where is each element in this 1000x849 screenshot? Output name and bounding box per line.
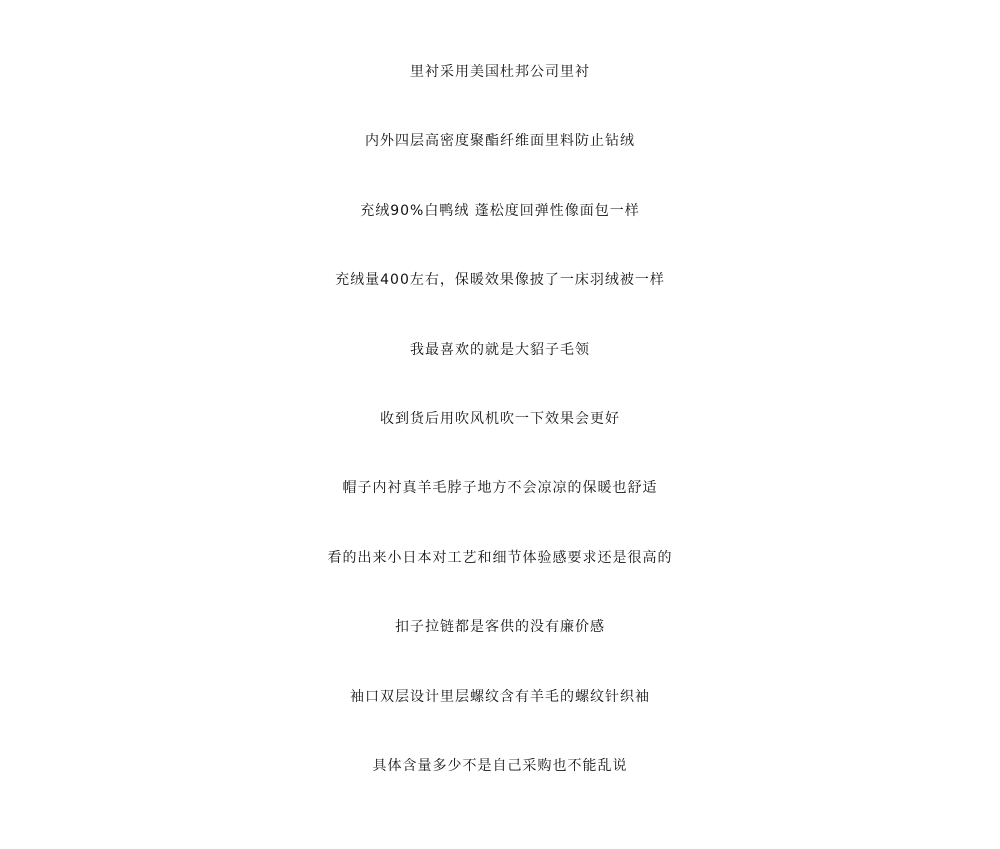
text-line-1: 里衬采用美国杜邦公司里衬	[410, 64, 590, 80]
text-line-10: 袖口双层设计里层螺纹含有羊毛的螺纹针织袖	[350, 688, 650, 705]
text-line-6: 收到货后用吹风机吹一下效果会更好	[380, 410, 620, 427]
handwritten-text-block	[0, 38, 1000, 801]
text-line-7: 帽子内衬真羊毛脖子地方不会凉凉的保暖也舒适	[342, 480, 658, 497]
text-line-11: 具体含量多少不是自己采购也不能乱说	[372, 757, 628, 774]
text-line-8: 看的出来小日本对工艺和细节体验感要求还是很高的	[327, 549, 673, 566]
text-line-2: 内外四层高密度聚酯纤维面里料防止钻绒	[365, 133, 635, 150]
text-line-4: 充绒量400左右，保暖效果像披了一床羽绒被一样	[335, 272, 665, 289]
text-line-3: 充绒90%白鸭绒 蓬松度回弹性像面包一样	[360, 202, 640, 219]
text-line-5: 我最喜欢的就是大貂子毛领	[410, 341, 590, 358]
text-line-9: 扣子拉链都是客供的没有廉价感	[395, 619, 605, 636]
